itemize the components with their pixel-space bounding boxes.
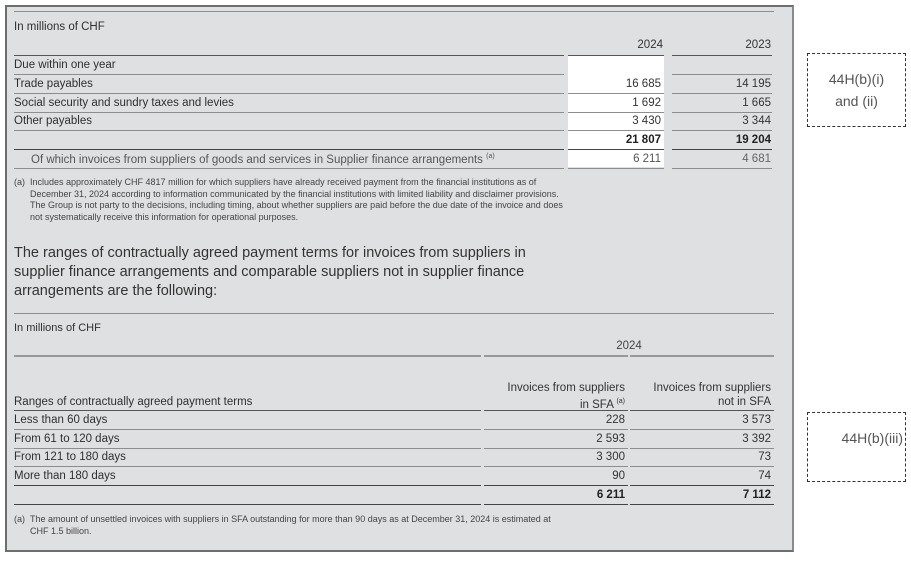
- value-sfa: 3 300: [596, 451, 625, 463]
- footnote-text: Includes approximately CHF 4817 million for which suppliers have already received payment from the financial institutions as of December 31, 2024 according to information communicated by the financial institutions with limited liability and disclaimer provisions. The Group is not party to the decisions, including timing, about whether suppliers are paid before the due date of the invoice and does not systematically receive this information for operational purposes.: [30, 177, 563, 222]
- table1-header-rule: [14, 55, 564, 56]
- table2-col-sfa: Invoices from suppliers in SFA $^{(a)}$: [507, 382, 625, 411]
- row-label: Social security and sundry taxes and levies: [14, 97, 234, 109]
- table1-col-2024: 2024: [637, 39, 663, 51]
- row-label: Trade payables: [14, 78, 93, 90]
- total-2024: 21 807: [625, 134, 661, 146]
- row-label: From 121 to 180 days: [14, 451, 126, 463]
- value-2024: 6 211: [633, 153, 661, 165]
- top-rule: [14, 11, 774, 12]
- footnote-marker: (a): [14, 514, 25, 524]
- financial-note-panel: [5, 5, 794, 552]
- intro-paragraph: The ranges of contractually agreed payment terms for invoices from suppliers in supplier finance arrangements and comparable suppliers not in supplier finance arrangements are the following:: [14, 245, 526, 299]
- footnote-text: The amount of unsettled invoices with suppliers in SFA outstanding for more than 90 days as at December 31, 2024 is estimated at CHF 1.5 billion.: [30, 514, 551, 536]
- table1-section-label: Due within one year: [14, 59, 116, 71]
- value-sfa: 228: [605, 414, 625, 426]
- total-2023: 19 204: [735, 134, 771, 146]
- table2-unit-label: In millions of CHF: [14, 322, 101, 334]
- total-sfa: 6 211: [596, 489, 625, 501]
- row-label: From 61 to 120 days: [14, 433, 120, 445]
- table1-unit-label: In millions of CHF: [14, 21, 105, 33]
- value-2023: 4 681: [742, 153, 771, 165]
- table2-row-header: Ranges of contractually agreed payment terms: [14, 396, 253, 408]
- value-not-sfa: 74: [758, 470, 771, 482]
- footnote-marker: (a): [14, 177, 25, 187]
- value-sfa: 90: [612, 470, 625, 482]
- value-sfa: 2 593: [596, 433, 625, 445]
- footnote-marker: (a): [486, 153, 495, 160]
- reference-annotation-44h-b-iii: 44H(b)(iii): [807, 412, 906, 482]
- value-2024: 3 430: [632, 115, 661, 127]
- table2-col-not-sfa: Invoices from suppliers not in SFA: [653, 382, 771, 408]
- value-not-sfa: 3 392: [742, 433, 771, 445]
- value-2023: 1 665: [742, 97, 771, 109]
- value-not-sfa: 3 573: [742, 414, 771, 426]
- footnote-marker: (a): [616, 398, 625, 405]
- value-2023: 14 195: [735, 78, 771, 90]
- value-not-sfa: 73: [758, 451, 771, 463]
- value-2024: 1 692: [632, 97, 661, 109]
- row-label: Less than 60 days: [14, 414, 108, 426]
- row-label: Other payables: [14, 115, 92, 127]
- total-not-sfa: 7 112: [742, 489, 771, 501]
- row-label: More than 180 days: [14, 470, 116, 482]
- table2-year-header: 2024: [616, 340, 642, 352]
- value-2024: 16 685: [625, 78, 661, 90]
- row-label: Of which invoices from suppliers of goods and services in Supplier finance arrangements $^{(a)}$: [31, 153, 495, 166]
- reference-annotation-44h-b-i-ii: 44H(b)(i) and (ii): [807, 53, 906, 127]
- table2-top-rule: [14, 313, 774, 314]
- value-2023: 3 344: [742, 115, 771, 127]
- table1-col-2023: 2023: [745, 39, 771, 51]
